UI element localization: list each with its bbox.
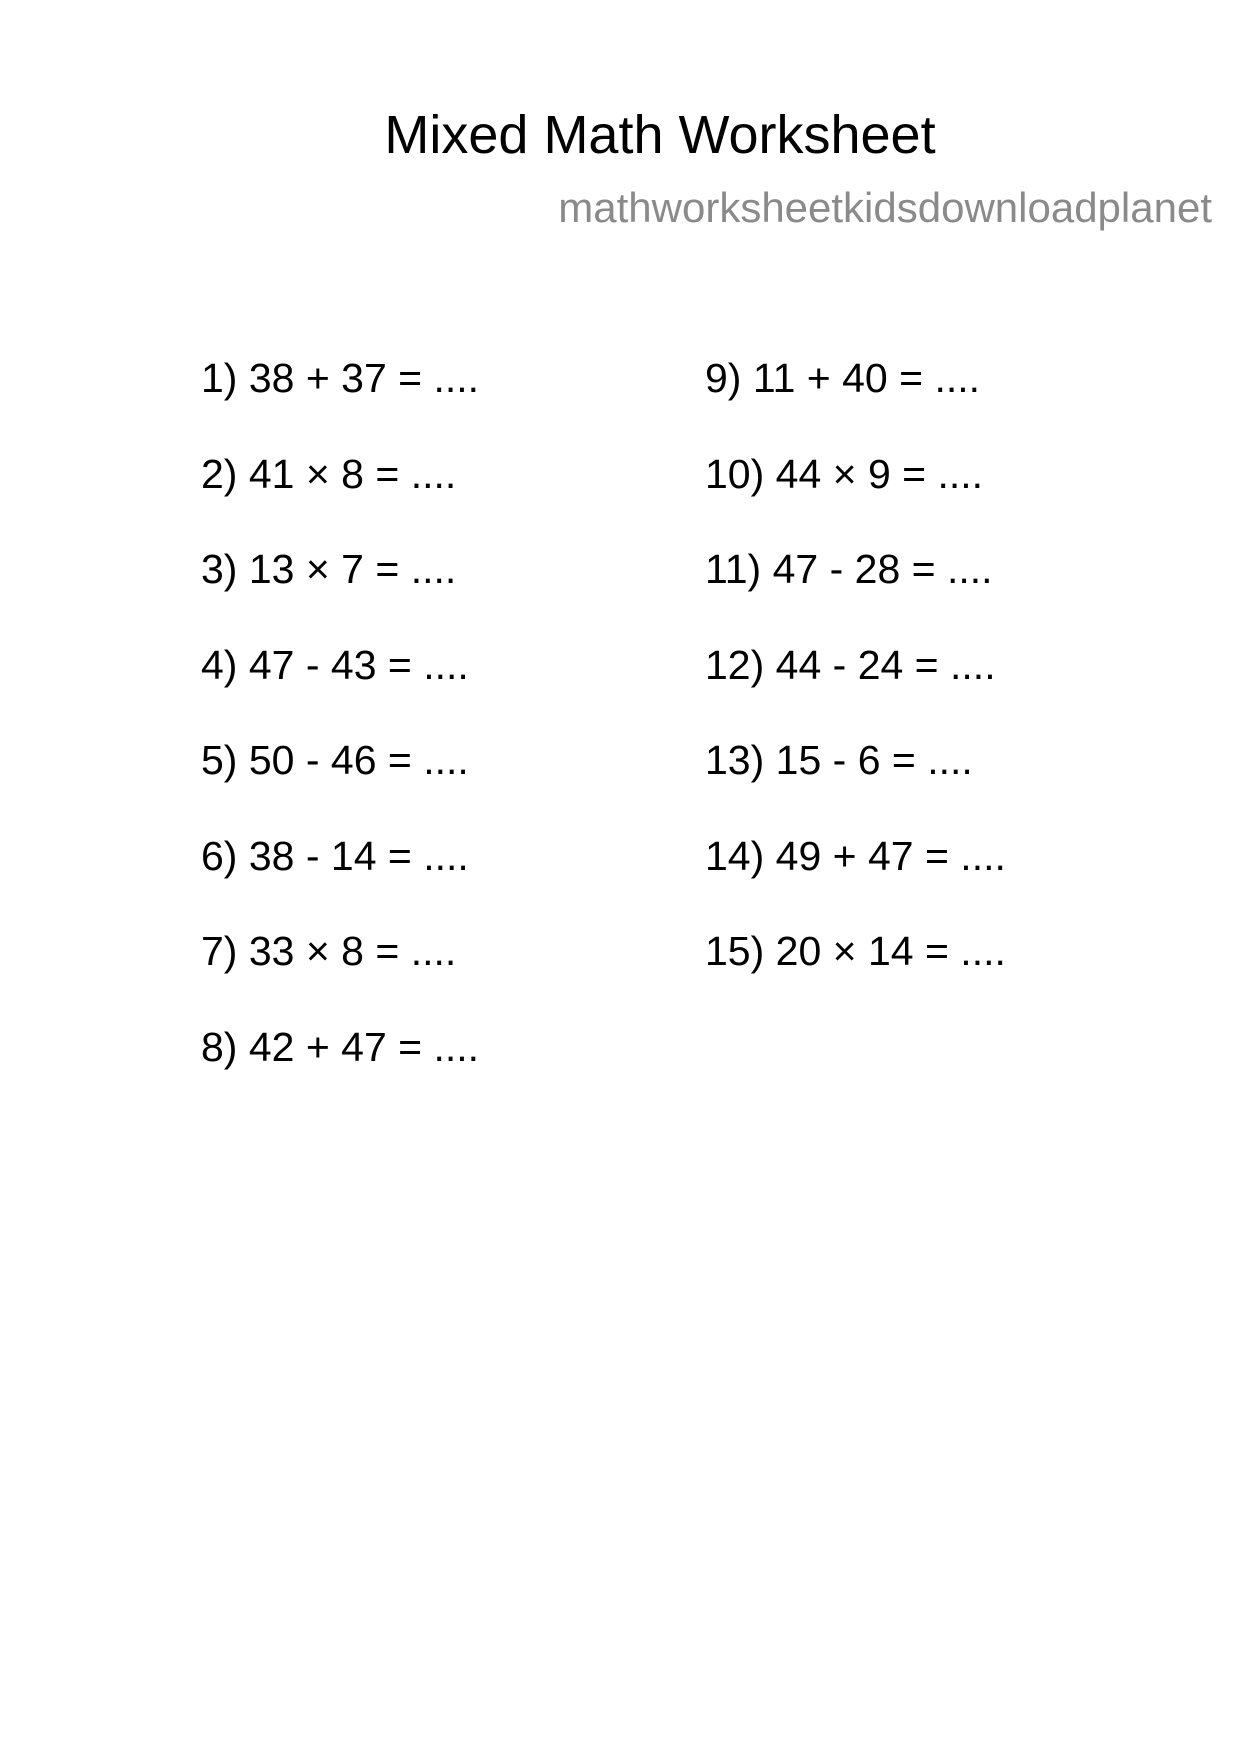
problem-10: 10) 44 × 9 = .... bbox=[705, 450, 984, 497]
problem-9: 9) 11 + 40 = .... bbox=[705, 355, 981, 401]
problem-list-right bbox=[705, 350, 1006, 1019]
problem-list-left bbox=[201, 350, 479, 1114]
problem-8: 8) 42 + 47 = .... bbox=[201, 1023, 480, 1070]
source-watermark: mathworksheetkidsdownloadplanet bbox=[558, 184, 1212, 231]
problem-3: 3) 13 × 7 = .... bbox=[201, 546, 457, 592]
problem-11: 11) 47 - 28 = .... bbox=[705, 546, 993, 592]
problem-5: 5) 50 - 46 = .... bbox=[201, 737, 469, 783]
problem-7: 7) 33 × 8 = .... bbox=[201, 928, 457, 974]
problem-12: 12) 44 - 24 = .... bbox=[705, 641, 996, 688]
problem-14: 14) 49 + 47 = .... bbox=[705, 832, 1006, 879]
problem-4: 4) 47 - 43 = .... bbox=[201, 641, 469, 688]
problem-15: 15) 20 × 14 = .... bbox=[705, 928, 1006, 974]
page-title: Mixed Math Worksheet bbox=[384, 105, 936, 165]
problem-6: 6) 38 - 14 = .... bbox=[201, 832, 469, 879]
problem-2: 2) 41 × 8 = .... bbox=[201, 450, 457, 497]
problem-13: 13) 15 - 6 = .... bbox=[705, 737, 973, 783]
problem-1: 1) 38 + 37 = .... bbox=[201, 355, 480, 401]
